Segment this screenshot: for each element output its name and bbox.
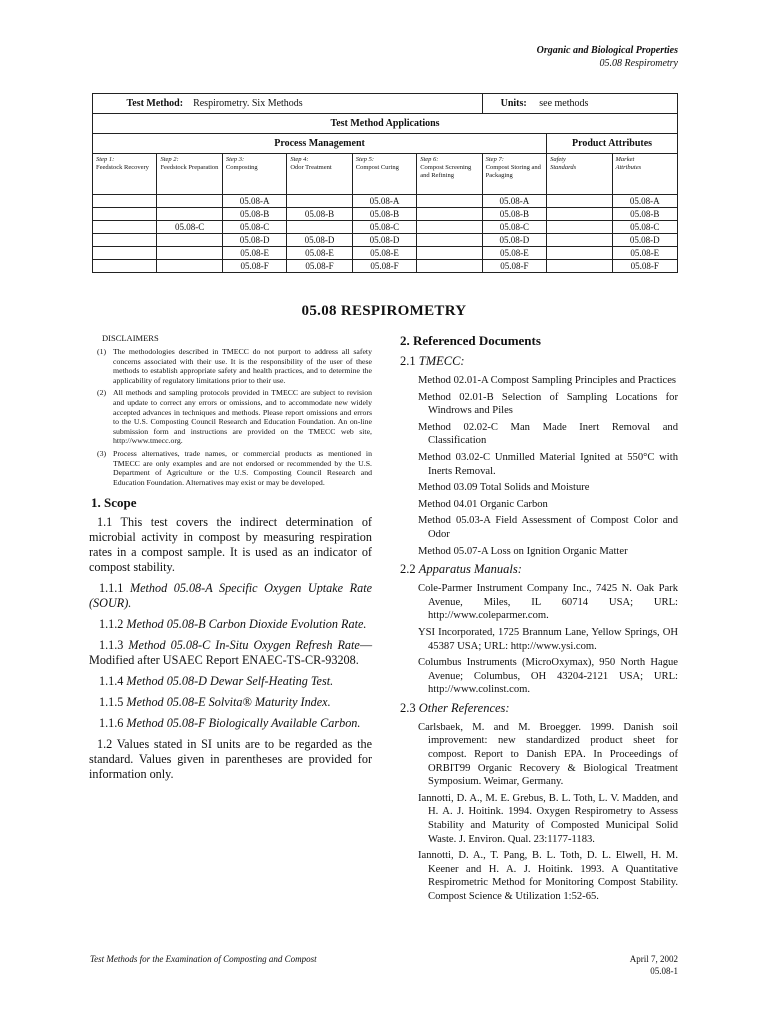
process-steps-row [93,154,678,195]
disclaimer-text: All methods and sampling protocols provided in TMECC are subject to revision and update to correct any errors or omissions, and to accommodate new widely accepted advances in techniques and methods. Please report omissions and errors to the U.S. Composting Council Research and Education Foundation. An on-line submission form and instructions are provided on the TMECC web site, http://www.tmecc.org. [113,388,372,446]
test-method-value: Respirometry. Six Methods [193,98,303,109]
method-cell: 05.08-D [612,234,678,247]
method-cell: 05.08-C [352,221,416,234]
method-cell [417,247,482,260]
method-cell [157,208,222,221]
process-step-name: Feedstock Preparation [160,164,219,171]
process-step-name: Standards [550,164,577,171]
process-step-number: Market [615,156,635,163]
test-method-cell [93,94,483,114]
apparatus-subheading-number: 2.2 [400,562,416,577]
method-cell [417,221,482,234]
method-cell: 05.08-F [287,260,352,273]
scope-method-list [89,581,372,731]
tmecc-reference: Method 02.01-A Compost Sampling Principles and Practices [418,375,677,386]
test-method-applications-table [92,93,678,273]
method-cell [157,260,222,273]
method-cell: 05.08-E [612,247,678,260]
running-head-section: Organic and Biological Properties [536,45,678,56]
apparatus-reference: Cole-Parmer Instrument Company Inc., 7425 N. Oak Park Avenue, Miles, IL 60714 USA; URL: http://www.coleparmer.com. [418,583,678,622]
method-cell [547,221,612,234]
tmecc-reference: Method 02.01-B Selection of Sampling Locations for Windrows and Piles [418,391,678,417]
tmecc-reference: Method 04.01 Organic Carbon [418,498,548,510]
process-step-number: Step 3: [225,156,245,163]
method-cell: 05.08-F [222,260,286,273]
process-step-number: Step 5: [355,156,374,163]
disclaimer-item [89,388,372,446]
process-step-cell [482,154,546,195]
disclaimer-item [89,449,372,487]
method-cell: 05.08-C [612,221,678,234]
tmecc-reference: Method 02.02-C Man Made Inert Removal and Classification [418,421,678,447]
method-cell: 05.08-D [222,234,286,247]
scope-method-item [89,674,372,689]
method-cell [287,195,352,208]
method-cell [417,260,482,273]
method-cell: 05.08-C [482,221,546,234]
apparatus-subheading-label: Apparatus Manuals: [418,562,522,577]
other-subheading-label: Other References: [418,700,510,715]
scope-item-method: Method 05.08-E Solvita® Maturity Index. [126,695,331,710]
method-cell: 05.08-B [612,208,678,221]
scope-method-item [89,581,372,611]
other-references-subheading [400,701,678,716]
scope-item-number: 1.1.5 [99,695,124,710]
process-step-name: Feedstock Recovery [96,164,149,171]
footer-date: April 7, 2002 [629,954,678,964]
method-cell [287,221,352,234]
method-cell: 05.08-F [352,260,416,273]
disclaimer-item [89,347,372,385]
method-row [93,208,678,221]
method-cell [547,234,612,247]
units-value: see methods [539,98,589,109]
tmecc-reference: Method 05.03-A Field Assessment of Compost Color and Odor [418,515,678,540]
scope-method-item [89,716,372,731]
disclaimer-number: (1) [97,347,107,356]
process-step-number: Step 2: [160,156,179,163]
process-step-cell [612,154,678,195]
apparatus-reference-list [398,582,678,697]
method-cell: 05.08-C [157,221,222,234]
process-step-number: Step 1: [96,156,115,163]
scope-paragraph-2: 1.2 Values stated in SI units are to be regarded as the standard. Values given in parentheses are provided for information only. [89,737,372,782]
method-cell: 05.08-B [352,208,416,221]
disclaimer-number: (3) [97,448,107,458]
scope-item-method: Method 05.08-C In-Situ Oxygen Refresh Rate [128,638,360,653]
method-cell: 05.08-F [482,260,546,273]
method-cell [93,221,157,234]
other-reference: Carlsbaek, M. and M. Broegger. 1999. Danish soil improvement: new standardized product sheet for compost. Report to Danish EPA. In Proceedings of ORBIT99 Organic Recovery & Biological Treatment Symposium. Weimar, Germany. [418,721,678,788]
left-column [89,333,372,788]
method-cell [547,247,612,260]
tmecc-subheading-label: TMECC: [418,354,465,368]
page-title: 05.08 RESPIROMETRY [301,303,467,319]
method-cell: 05.08-D [352,234,416,247]
method-cell [157,234,222,247]
method-cell [547,208,612,221]
process-step-cell [417,154,482,195]
method-cell [417,234,482,247]
apparatus-subheading [400,562,678,577]
tmecc-subheading [400,354,678,369]
scope-method-item [89,638,372,668]
footer-book-title: Test Methods for the Examination of Composting and Compost [90,954,317,964]
method-cell: 05.08-F [612,260,678,273]
method-cell [417,195,482,208]
method-row [93,260,678,273]
scope-paragraph-1: 1.1 This test covers the indirect determination of microbial activity in compost by measuring respiration rates in a compost sample. It is used as an indicator of compost stability. [89,515,372,575]
process-step-cell [287,154,352,195]
method-row [93,234,678,247]
method-cell: 05.08-C [222,221,286,234]
process-step-number: Step 7: [485,156,504,163]
method-cell [157,247,222,260]
method-cell [93,260,157,273]
tmecc-reference: Method 03.09 Total Solids and Moisture [418,482,590,494]
method-cell: 05.08-A [612,195,678,208]
process-step-number: Safety [550,156,566,163]
process-step-cell [157,154,222,195]
method-cell: 05.08-A [352,195,416,208]
method-cell: 05.08-B [287,208,352,221]
scope-item-method: Method 05.08-B Carbon Dioxide Evolution Rate. [126,617,367,632]
footer-page-number: 05.08-1 [650,966,678,976]
scope-item-number: 1.1.4 [99,674,124,689]
other-reference-list [398,721,678,904]
method-cell: 05.08-B [482,208,546,221]
method-cell [417,208,482,221]
scope-item-method: Method 05.08-A Specific Oxygen Uptake Rate (SOUR). [89,581,372,611]
process-step-number: Step 4: [290,156,309,163]
disclaimer-number: (2) [97,388,107,398]
method-cell: 05.08-E [482,247,546,260]
scope-method-item [89,695,372,710]
apparatus-reference: Columbus Instruments (MicroOxymax), 950 North Hague Avenue; Columbus, OH 43204-2121 USA; URL: http://www.colinst.com. [418,657,678,696]
process-management-header: Process Management [93,134,547,154]
scope-item-number: 1.1.3 [99,638,124,653]
method-cell: 05.08-D [482,234,546,247]
disclaimers-heading: DISCLAIMERS [102,333,159,343]
method-rows [93,195,678,273]
method-cell: 05.08-E [352,247,416,260]
units-label: Units: [500,98,527,109]
tmecc-reference-list [398,374,678,558]
method-row [93,195,678,208]
method-cell: 05.08-A [482,195,546,208]
apparatus-reference: YSI Incorporated, 1725 Brannum Lane, Yellow Springs, OH 45387 USA; URL: http://www.ysi.com. [418,626,678,652]
running-head-method: 05.08 Respirometry [599,58,678,69]
process-step-cell [352,154,416,195]
process-step-number: Step 6: [420,156,439,163]
scope-method-item [89,617,372,632]
units-cell [482,94,677,114]
right-column [398,333,678,907]
method-cell [93,208,157,221]
process-step-name: Attributes [615,164,642,171]
disclaimers-list [89,347,372,487]
method-cell: 05.08-E [287,247,352,260]
product-attributes-header: Product Attributes [547,134,678,154]
method-row [93,221,678,234]
process-step-cell [547,154,612,195]
disclaimer-text: The methodologies described in TMECC do not purport to address all safety concerns associated with their use. It is the responsibility of the user of these methods to establish appropriate safety and health practices, and to determine the applicability of regulatory limitations prior to their use. [113,347,372,385]
method-cell [93,247,157,260]
scope-heading: 1. Scope [91,495,137,511]
running-head [537,44,678,70]
test-method-label: Test Method: [126,98,184,109]
process-step-cell [222,154,286,195]
method-cell: 05.08-A [222,195,286,208]
method-cell [93,195,157,208]
tmecc-subheading-number: 2.1 [400,354,416,368]
method-cell [547,195,612,208]
other-reference: Iannotti, D. A., T. Pang, B. L. Toth, D. L. Elwell, H. M. Keener and H. A. J. Hoitink. 1993. A Quantitative Respirometric Method for Monitoring Compost Stability. Compost Science & Utilization 1:52-65. [418,850,678,902]
method-cell [157,195,222,208]
method-cell [547,260,612,273]
method-row [93,247,678,260]
applications-header: Test Method Applications [93,114,678,134]
scope-item-method: Method 05.08-F Biologically Available Carbon. [126,716,361,731]
method-cell: 05.08-D [287,234,352,247]
disclaimer-text: Process alternatives, trade names, or commercial products as mentioned in TMECC are only examples and are not endorsed or recommended by the U.S. Department of Agriculture or the U.S. Composting Council Research and Education Foundation. Alternatives may exist or may be developed. [113,448,372,487]
footer-right [630,953,678,977]
process-step-name: Compost Screening and Refining [420,164,472,179]
method-cell: 05.08-B [222,208,286,221]
scope-item-number: 1.1.2 [99,617,124,632]
process-step-name: Compost Curing [355,164,399,171]
tmecc-reference: Method 03.02-C Unmilled Material Ignited at 550°C with Inerts Removal. [418,451,678,477]
scope-item-number: 1.1.1 [99,581,124,596]
scope-item-method: Method 05.08-D Dewar Self-Heating Test. [126,674,334,689]
process-step-name: Composting [225,164,258,171]
method-cell: 05.08-E [222,247,286,260]
process-step-name: Compost Storing and Packaging [485,164,541,179]
method-cell [93,234,157,247]
other-subheading-number: 2.3 [400,700,416,715]
process-step-name: Odor Treatment [290,164,332,171]
tmecc-reference: Method 05.07-A Loss on Ignition Organic Matter [418,545,628,557]
scope-item-note: —Modified after USAEC Report ENAEC-TS-CR-93208. [89,638,372,668]
referenced-documents-heading: 2. Referenced Documents [400,333,541,348]
other-reference: Iannotti, D. A., M. E. Grebus, B. L. Toth, L. V. Madden, and H. A. J. Hoitink. 1994. Oxygen Respirometry to Assess Stability and Maturity of Composted Municipal Solid Waste. J. Environ. Qual. 23:1177-1183. [418,792,678,845]
process-step-cell [93,154,157,195]
scope-item-number: 1.1.6 [99,716,124,731]
